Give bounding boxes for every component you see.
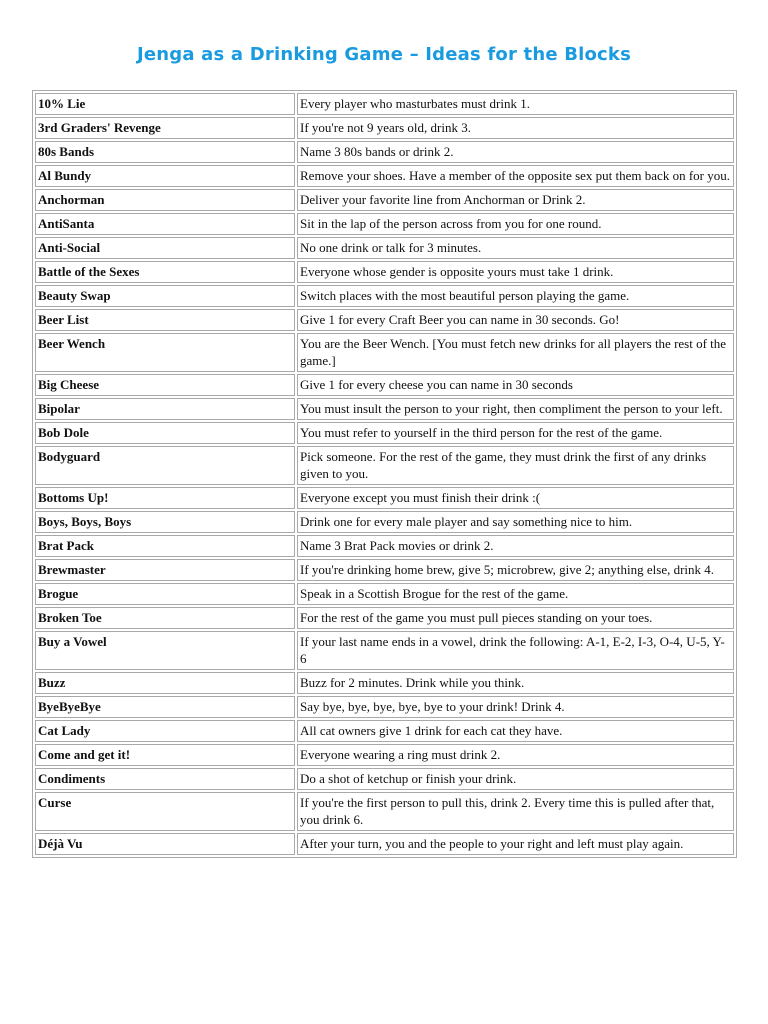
block-effect-cell: Name 3 Brat Pack movies or drink 2. (297, 535, 734, 557)
block-name-cell: 80s Bands (35, 141, 295, 163)
table-row (35, 237, 734, 259)
table-row (35, 261, 734, 283)
block-effect-cell: Everyone wearing a ring must drink 2. (297, 744, 734, 766)
table-row (35, 583, 734, 605)
table-row (35, 487, 734, 509)
table-row (35, 559, 734, 581)
block-effect-cell: Remove your shoes. Have a member of the opposite sex put them back on for you. (297, 165, 734, 187)
block-name-cell: 3rd Graders' Revenge (35, 117, 295, 139)
block-effect-cell: All cat owners give 1 drink for each cat they have. (297, 720, 734, 742)
block-name-cell: Boys, Boys, Boys (35, 511, 295, 533)
block-effect-cell: For the rest of the game you must pull pieces standing on your toes. (297, 607, 734, 629)
block-name-cell: Bob Dole (35, 422, 295, 444)
block-effect-cell: After your turn, you and the people to your right and left must play again. (297, 833, 734, 855)
table-row (35, 398, 734, 420)
table-row (35, 333, 734, 372)
table-row (35, 720, 734, 742)
table-row (35, 285, 734, 307)
block-name-cell: AntiSanta (35, 213, 295, 235)
block-name-cell: Beer List (35, 309, 295, 331)
block-name-cell: Buzz (35, 672, 295, 694)
block-effect-cell: If you're drinking home brew, give 5; microbrew, give 2; anything else, drink 4. (297, 559, 734, 581)
block-name-cell: Bipolar (35, 398, 295, 420)
table-row (35, 141, 734, 163)
table-row (35, 213, 734, 235)
block-name-cell: Brat Pack (35, 535, 295, 557)
block-name-cell: 10% Lie (35, 93, 295, 115)
block-effect-cell: Speak in a Scottish Brogue for the rest of the game. (297, 583, 734, 605)
block-name-cell: Anti-Social (35, 237, 295, 259)
table-row (35, 696, 734, 718)
table-row (35, 309, 734, 331)
table-row (35, 93, 734, 115)
block-effect-cell: You must insult the person to your right, then compliment the person to your left. (297, 398, 734, 420)
block-name-cell: Curse (35, 792, 295, 831)
blocks-table-body (35, 93, 734, 855)
block-effect-cell: You are the Beer Wench. [You must fetch new drinks for all players the rest of the game.] (297, 333, 734, 372)
block-effect-cell: Buzz for 2 minutes. Drink while you think. (297, 672, 734, 694)
table-row (35, 374, 734, 396)
block-name-cell: Big Cheese (35, 374, 295, 396)
block-effect-cell: Sit in the lap of the person across from you for one round. (297, 213, 734, 235)
block-effect-cell: Name 3 80s bands or drink 2. (297, 141, 734, 163)
block-name-cell: Brogue (35, 583, 295, 605)
block-effect-cell: Everyone except you must finish their drink :( (297, 487, 734, 509)
block-effect-cell: If your last name ends in a vowel, drink the following: A-1, E-2, I-3, O-4, U-5, Y-6 (297, 631, 734, 670)
table-row (35, 165, 734, 187)
table-row (35, 631, 734, 670)
block-name-cell: ByeByeBye (35, 696, 295, 718)
block-name-cell: Bottoms Up! (35, 487, 295, 509)
block-effect-cell: No one drink or talk for 3 minutes. (297, 237, 734, 259)
table-row (35, 117, 734, 139)
table-row (35, 189, 734, 211)
table-row (35, 744, 734, 766)
block-effect-cell: Pick someone. For the rest of the game, they must drink the first of any drinks given to you. (297, 446, 734, 485)
block-name-cell: Battle of the Sexes (35, 261, 295, 283)
block-effect-cell: Give 1 for every Craft Beer you can name in 30 seconds. Go! (297, 309, 734, 331)
block-effect-cell: Every player who masturbates must drink 1. (297, 93, 734, 115)
block-effect-cell: Give 1 for every cheese you can name in 30 seconds (297, 374, 734, 396)
block-name-cell: Cat Lady (35, 720, 295, 742)
table-row (35, 672, 734, 694)
block-effect-cell: Switch places with the most beautiful person playing the game. (297, 285, 734, 307)
block-name-cell: Beer Wench (35, 333, 295, 372)
block-effect-cell: Deliver your favorite line from Anchorman or Drink 2. (297, 189, 734, 211)
table-row (35, 768, 734, 790)
block-name-cell: Come and get it! (35, 744, 295, 766)
block-effect-cell: If you're the first person to pull this, drink 2. Every time this is pulled after that, you drink 6. (297, 792, 734, 831)
block-name-cell: Al Bundy (35, 165, 295, 187)
table-row (35, 511, 734, 533)
table-row (35, 446, 734, 485)
blocks-table (32, 90, 737, 858)
block-effect-cell: Everyone whose gender is opposite yours must take 1 drink. (297, 261, 734, 283)
table-row (35, 607, 734, 629)
table-row (35, 422, 734, 444)
page-title: Jenga as a Drinking Game – Ideas for the Blocks (136, 44, 632, 65)
block-effect-cell: You must refer to yourself in the third person for the rest of the game. (297, 422, 734, 444)
block-name-cell: Beauty Swap (35, 285, 295, 307)
table-row (35, 792, 734, 831)
block-name-cell: Déjà Vu (35, 833, 295, 855)
block-effect-cell: Say bye, bye, bye, bye, bye to your drink! Drink 4. (297, 696, 734, 718)
table-row (35, 535, 734, 557)
block-effect-cell: Do a shot of ketchup or finish your drink. (297, 768, 734, 790)
block-effect-cell: Drink one for every male player and say something nice to him. (297, 511, 734, 533)
table-row (35, 833, 734, 855)
block-name-cell: Buy a Vowel (35, 631, 295, 670)
block-name-cell: Broken Toe (35, 607, 295, 629)
block-name-cell: Brewmaster (35, 559, 295, 581)
block-effect-cell: If you're not 9 years old, drink 3. (297, 117, 734, 139)
block-name-cell: Bodyguard (35, 446, 295, 485)
block-name-cell: Anchorman (35, 189, 295, 211)
block-name-cell: Condiments (35, 768, 295, 790)
